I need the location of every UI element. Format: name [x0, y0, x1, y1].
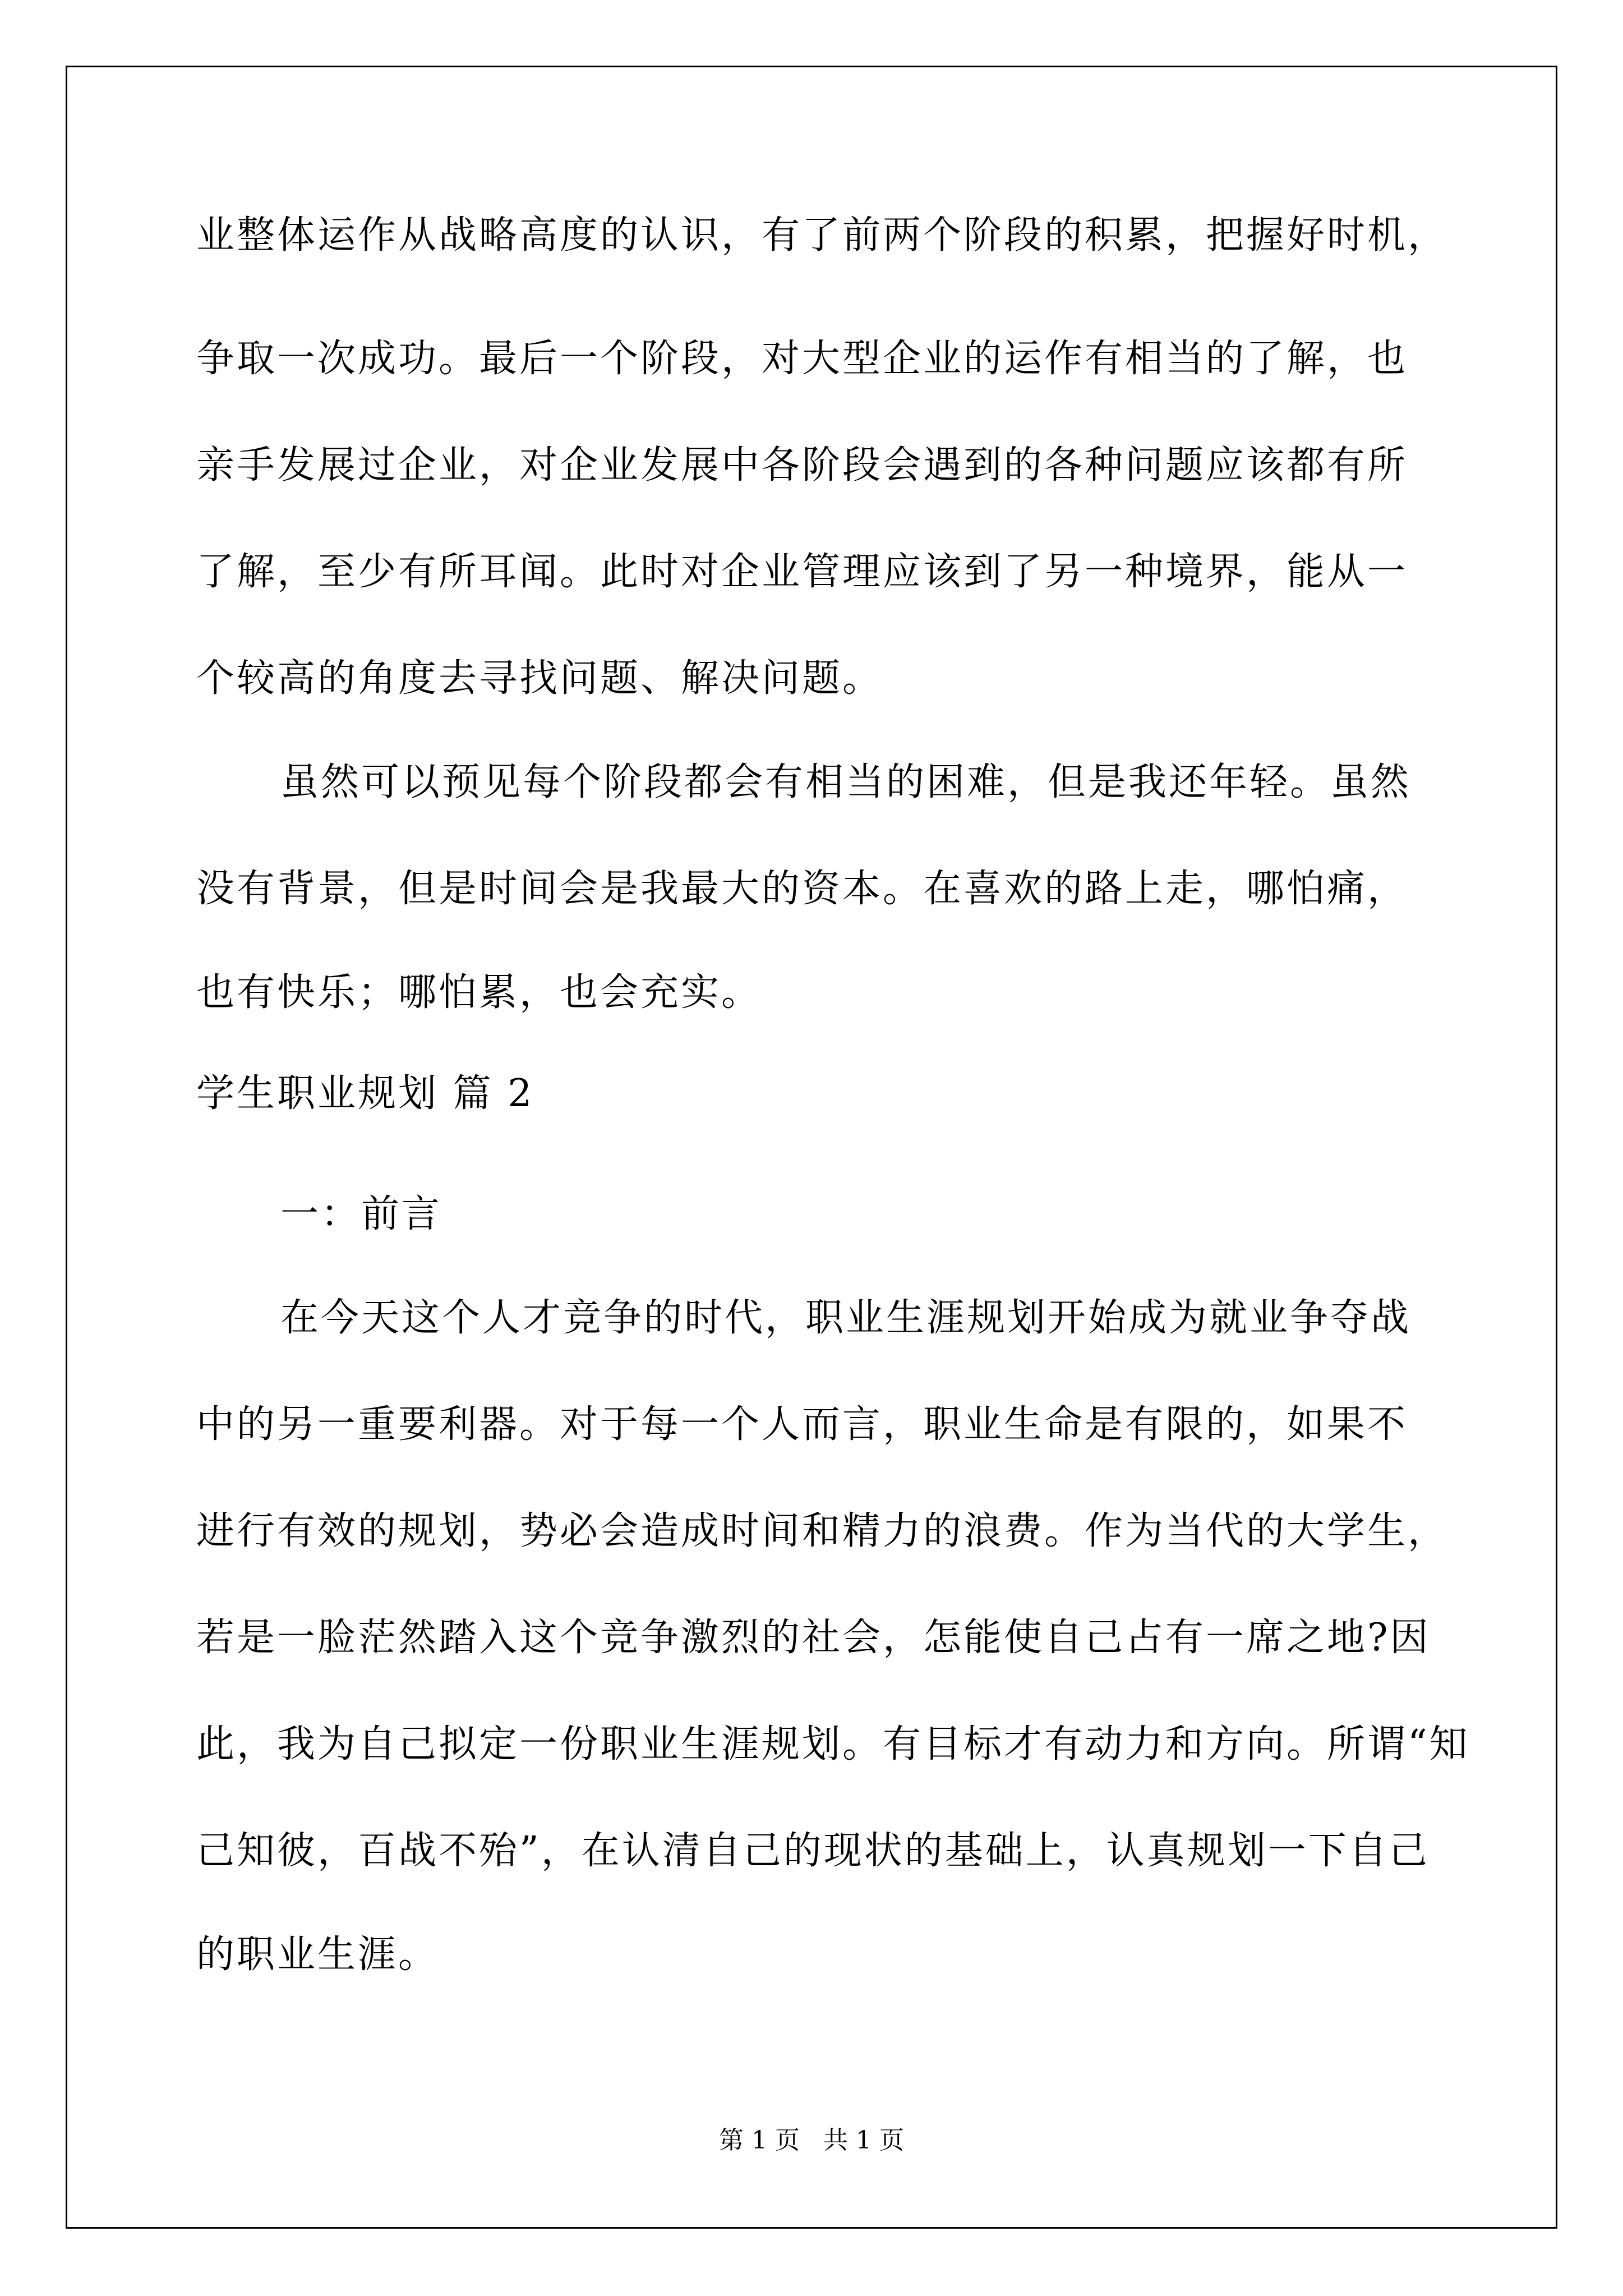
section-heading: 学生职业规划 篇 2 [196, 1071, 534, 1116]
paragraph-line: 此，我为自己拟定一份职业生涯规划。有目标才有动力和方向。所谓“知 [196, 1722, 1470, 1766]
page-footer: 第 1 页 共 1 页 [719, 2126, 904, 2155]
paragraph-line: 若是一脸茫然踏入这个竞争激烈的社会，怎能使自己占有一席之地?因 [196, 1616, 1431, 1660]
paragraph-line: 业整体运作从战略高度的认识，有了前两个阶段的积累，把握好时机， [196, 213, 1449, 257]
page-border [66, 66, 1557, 2229]
subsection-heading: 一：前言 [280, 1192, 442, 1236]
paragraph-line: 中的另一重要利器。对于每一个人而言，职业生命是有限的，如果不 [196, 1402, 1408, 1447]
paragraph-line: 亲手发展过企业，对企业发展中各阶段会遇到的各种问题应该都有所 [196, 443, 1408, 487]
paragraph-line: 也有快乐；哪怕累，也会充实。 [196, 970, 762, 1015]
paragraph-line: 进行有效的规划，势必会造成时间和精力的浪费。作为当代的大学生， [196, 1509, 1449, 1553]
paragraph-line: 己知彼，百战不殆”，在认清自己的现状的基础上，认真规划一下自己 [196, 1829, 1430, 1873]
paragraph-line: 在今天这个人才竞争的时代，职业生涯规划开始成为就业争夺战 [280, 1296, 1412, 1340]
paragraph-line: 没有背景，但是时间会是我最大的资本。在喜欢的路上走，哪怕痛， [196, 867, 1408, 911]
paragraph-line: 虽然可以预见每个阶段都会有相当的困难，但是我还年轻。虽然 [280, 760, 1412, 804]
paragraph-line: 争取一次成功。最后一个阶段，对大型企业的运作有相当的了解，也 [196, 337, 1408, 381]
paragraph-line: 了解，至少有所耳闻。此时对企业管理应该到了另一种境界，能从一 [196, 550, 1408, 594]
paragraph-line: 个较高的角度去寻找问题、解决问题。 [196, 656, 883, 701]
paragraph-line: 的职业生涯。 [196, 1932, 439, 1977]
